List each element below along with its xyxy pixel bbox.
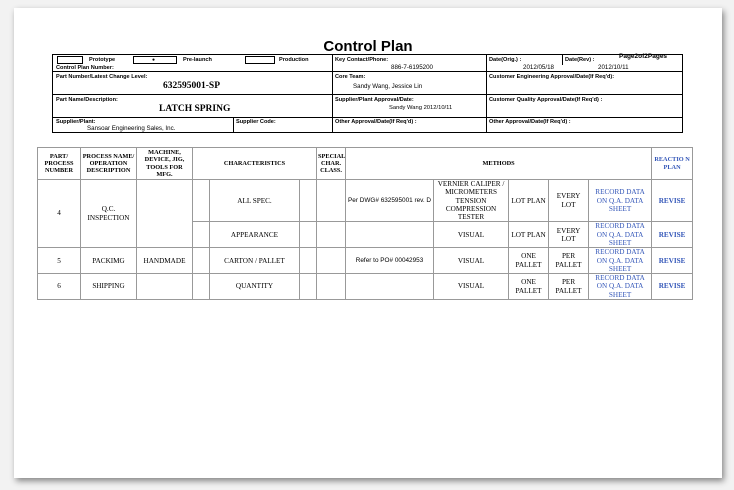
table-row [38, 180, 693, 222]
table-row [38, 274, 693, 300]
spec-cell: Refer to PO# 00042953 [346, 248, 434, 274]
key-contact-value: 886-7-6195200 [391, 64, 433, 71]
header-block [52, 54, 683, 133]
column-header-reaction-plan: REACTIO N PLAN [652, 148, 693, 180]
page-number: Page2of2Pages [619, 53, 668, 60]
control-method-cell: RECORD DATA ON Q.A. DATA SHEET [589, 180, 652, 222]
date-orig-label: Date(Orig.) : [489, 57, 522, 63]
machine-cell [137, 180, 193, 248]
technique-cell: VERNIER CALIPER / MICROMETERS TENSION COMPRESSION TESTER [434, 180, 509, 222]
characteristic-cell: CARTON / PALLET [210, 248, 300, 274]
date-rev-value: 2012/10/11 [598, 64, 629, 71]
column-header-process-name: PROCESS NAME/ OPERATION DESCRIPTION [81, 148, 137, 180]
sample-size-cell: LOT PLAN [509, 180, 549, 222]
other-approval-label-2: Other Approval/Date(If Req'd) : [489, 119, 571, 125]
production-checkbox [245, 56, 275, 64]
prototype-label: Prototype [89, 57, 116, 63]
column-header-methods: METHODS [346, 148, 652, 180]
sample-size-cell: ONE PALLET [509, 274, 549, 300]
column-header-machine: MACHINE, DEVICE, JIG, TOOLS FOR MFG. [137, 148, 193, 180]
supplier-approval-value: Sandy Wang 2012/10/11 [389, 105, 453, 111]
prelaunch-label: Pre-launch [183, 57, 212, 63]
part-name-value: LATCH SPRING [159, 104, 231, 114]
column-header-part-number: PART/ PROCESS NUMBER [38, 148, 81, 180]
frequency-cell: PER PALLET [549, 274, 589, 300]
process-name-cell: PACKIMG [81, 248, 137, 274]
date-orig-value: 2012/05/18 [523, 64, 554, 71]
reaction-cell: REVISE [652, 248, 693, 274]
table-row [38, 248, 693, 274]
supplier-plant-value: Sansoar Engineering Sales, Inc. [87, 125, 176, 132]
reaction-cell: REVISE [652, 274, 693, 300]
part-name-label: Part Name/Description: [56, 97, 118, 103]
part-number-label: Part Number/Latest Change Level: [56, 74, 148, 80]
spec-cell [346, 274, 434, 300]
control-plan-table [37, 147, 693, 300]
prelaunch-checkbox: ● [133, 56, 177, 64]
control-method-cell: RECORD DATA ON Q.A. DATA SHEET [589, 274, 652, 300]
process-number-cell: 5 [38, 248, 81, 274]
prototype-checkbox [57, 56, 83, 64]
supplier-approval-label: Supplier/Plant Approval/Date: [335, 97, 414, 103]
production-label: Production [279, 57, 309, 63]
date-rev-label: Date(Rev) : [565, 57, 595, 63]
characteristic-cell: ALL SPEC. [210, 180, 300, 222]
supplier-plant-label: Supplier/Plant: [56, 119, 96, 125]
customer-quality-approval-label: Customer Quality Approval/Date(If Req'd) : [489, 97, 603, 103]
reaction-cell: REVISE [652, 180, 693, 222]
spec-cell [346, 222, 434, 248]
part-number-value: 632595001-SP [163, 81, 220, 91]
column-header-special-char: SPECIAL CHAR. CLASS. [317, 148, 346, 180]
process-number-cell: 4 [38, 180, 81, 248]
characteristic-cell: APPEARANCE [210, 222, 300, 248]
key-contact-label: Key Contact/Phone: [335, 57, 389, 63]
frequency-cell: EVERY LOT [549, 222, 589, 248]
control-method-cell: RECORD DATA ON Q.A. DATA SHEET [589, 222, 652, 248]
control-method-cell: RECORD DATA ON Q.A. DATA SHEET [589, 248, 652, 274]
column-header-characteristics: CHARACTERISTICS [193, 148, 317, 180]
technique-cell: VISUAL [434, 248, 509, 274]
reaction-cell: REVISE [652, 222, 693, 248]
table-header-row [38, 148, 693, 180]
frequency-cell: PER PALLET [549, 248, 589, 274]
core-team-value: Sandy Wang, Jessice Lin [353, 83, 423, 90]
control-plan-number-label: Control Plan Number: [56, 65, 114, 71]
characteristic-cell: QUANTITY [210, 274, 300, 300]
page-title: Control Plan [323, 38, 413, 55]
machine-cell: HANDMADE [137, 248, 193, 274]
other-approval-label-1: Other Approval/Date(If Req'd) : [335, 119, 417, 125]
process-number-cell: 6 [38, 274, 81, 300]
sample-size-cell: LOT PLAN [509, 222, 549, 248]
process-name-cell: SHIPPING [81, 274, 137, 300]
technique-cell: VISUAL [434, 222, 509, 248]
process-name-cell: Q.C. INSPECTION [81, 180, 137, 248]
technique-cell: VISUAL [434, 274, 509, 300]
machine-cell [137, 274, 193, 300]
frequency-cell: EVERY LOT [549, 180, 589, 222]
core-team-label: Core Team: [335, 74, 366, 80]
spec-cell: Per DWG# 632595001 rev. D [346, 180, 434, 222]
supplier-code-label: Supplier Code: [236, 119, 276, 125]
sample-size-cell: ONE PALLET [509, 248, 549, 274]
customer-engineering-approval-label: Customer Engineering Approval/Date(If Req'd): [489, 74, 615, 80]
